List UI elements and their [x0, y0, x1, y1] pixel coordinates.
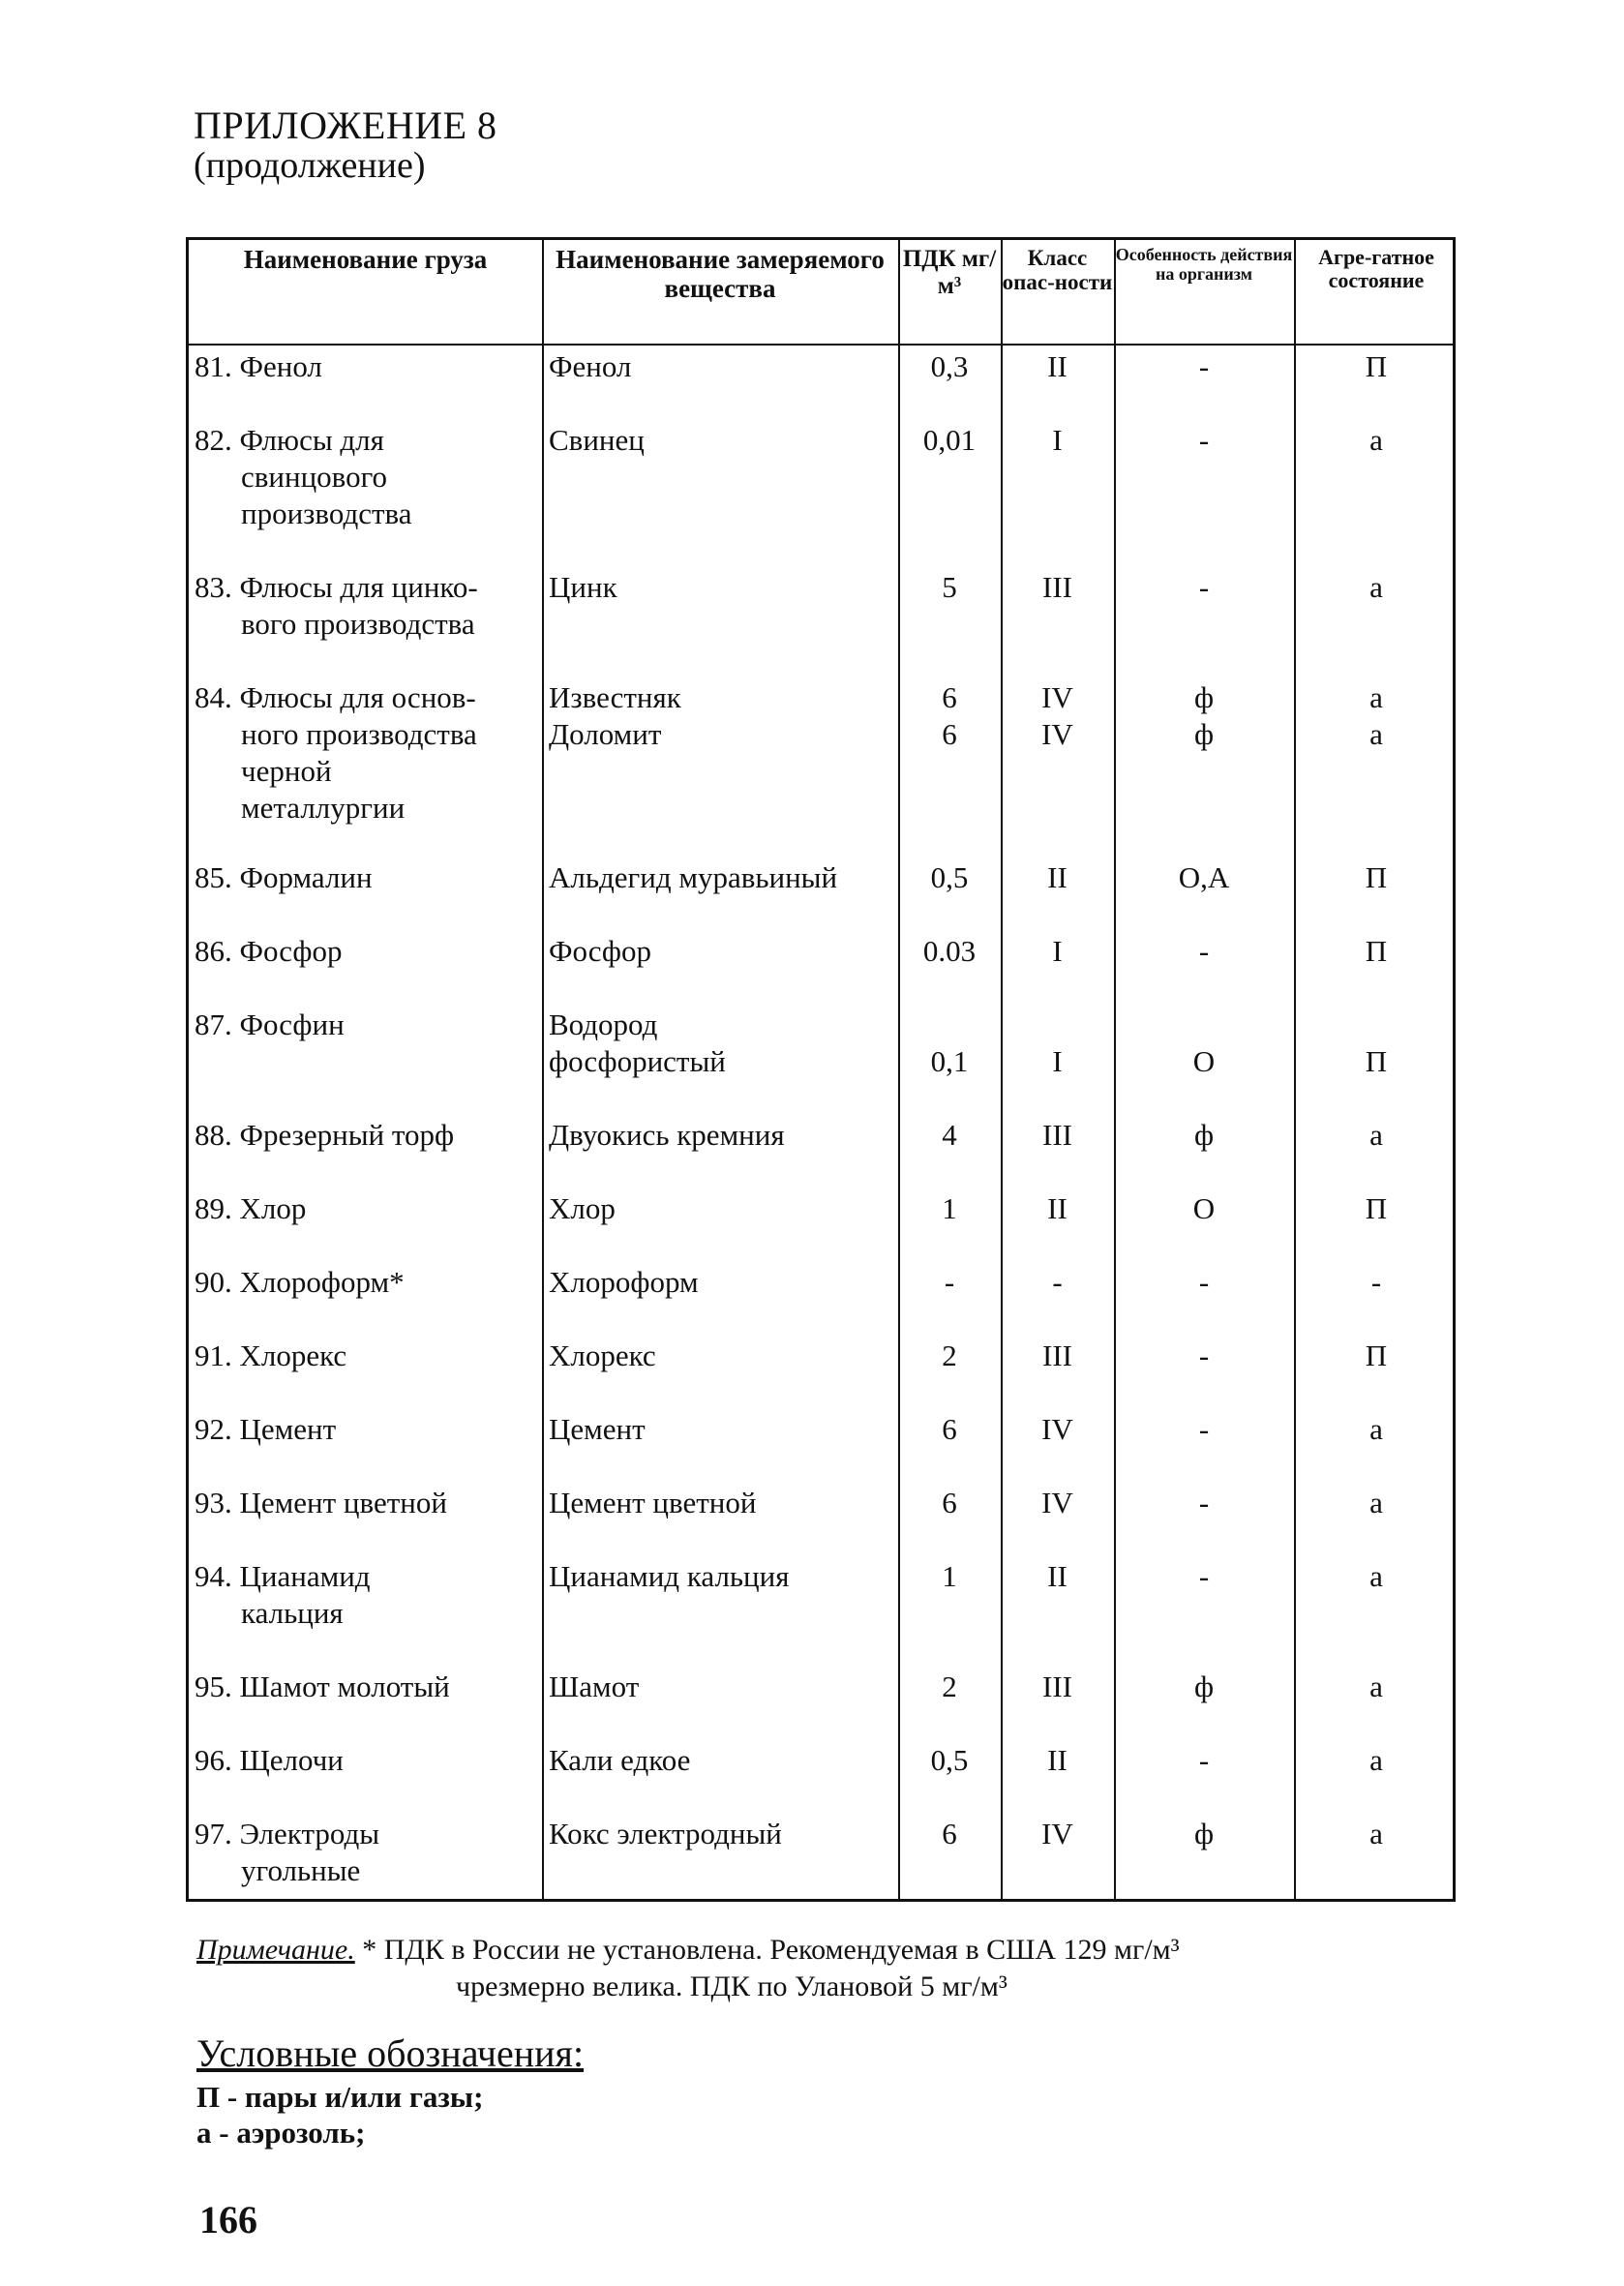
- cell-state: [1294, 348, 1459, 385]
- cell-cargo: [195, 859, 538, 896]
- cell-text: 1: [942, 1191, 957, 1225]
- cell-text: ф: [1193, 680, 1215, 714]
- legend-item-aerosol: а - аэрозоль;: [196, 2116, 366, 2150]
- cell-text: а: [1369, 1817, 1383, 1850]
- cell-text: I: [1052, 1044, 1063, 1078]
- cell-text: -: [1198, 1743, 1210, 1777]
- cell-text: П: [1365, 1191, 1388, 1225]
- cell-text: Цианамид кальция: [549, 1559, 790, 1593]
- header-state: Агре-гатное состояние: [1318, 245, 1434, 293]
- cell-cargo: [195, 422, 538, 532]
- cell-text: а: [1369, 680, 1383, 714]
- cell-substance: [549, 1558, 895, 1595]
- cell-substance: [549, 1411, 895, 1448]
- cell-state: [1294, 1669, 1459, 1705]
- cell-cargo: [195, 1485, 538, 1521]
- cell-pdk: [898, 1742, 1001, 1779]
- cell-state: [1294, 933, 1459, 970]
- cell-state: [1294, 1485, 1459, 1521]
- cell-text: -: [1198, 1265, 1210, 1299]
- cell-text: а: [1369, 717, 1383, 751]
- cell-effect: [1114, 679, 1294, 753]
- cell-effect: [1114, 1742, 1294, 1779]
- cell-hazard-class: [1001, 1117, 1114, 1154]
- cell-cargo: [195, 1190, 538, 1227]
- cell-hazard-class: [1001, 1411, 1114, 1448]
- header-hazard-class: Класс опас-ности: [1002, 246, 1113, 295]
- cell-text: -: [1198, 1412, 1210, 1446]
- cell-effect: [1114, 933, 1294, 970]
- cell-text: -: [1198, 349, 1210, 383]
- cell-text: -: [1198, 423, 1210, 457]
- cell-state: [1294, 1338, 1459, 1374]
- cell-text: 89. Хлор: [195, 1191, 307, 1225]
- cell-text: [898, 1007, 1001, 1043]
- cell-substance: [549, 348, 895, 385]
- cell-text: 6: [942, 717, 957, 751]
- header-effect: Особенность действия на организм: [1115, 245, 1293, 284]
- cell-pdk: [898, 1117, 1001, 1154]
- cell-text: а: [1369, 1559, 1383, 1593]
- cell-pdk: [898, 859, 1001, 896]
- cell-effect: [1114, 1117, 1294, 1154]
- cell-substance: [549, 1816, 895, 1852]
- cell-text: II: [1047, 349, 1068, 383]
- page-heading: [194, 105, 497, 186]
- cell-text: 92. Цемент: [195, 1412, 337, 1446]
- cell-pdk: [898, 933, 1001, 970]
- cell-substance: [549, 1117, 895, 1154]
- cell-text: 0.03: [922, 934, 977, 968]
- cell-cargo: [195, 1007, 538, 1043]
- cell-state: [1294, 1264, 1459, 1301]
- cell-text: Известняк: [549, 680, 681, 714]
- cell-text: Цемент: [549, 1412, 646, 1446]
- cell-substance: [549, 1485, 895, 1521]
- cell-text: [1294, 1007, 1459, 1043]
- cell-text: ного производства: [241, 717, 477, 751]
- cell-hazard-class: [1001, 1816, 1114, 1852]
- cell-cargo: [195, 1558, 538, 1632]
- cell-text: П: [1365, 934, 1388, 968]
- cell-cargo: [195, 1669, 538, 1705]
- cell-effect: [1114, 1558, 1294, 1595]
- cell-text: I: [1052, 423, 1063, 457]
- cell-text: -: [1198, 1486, 1210, 1519]
- cell-state: [1294, 422, 1459, 459]
- cell-effect: [1114, 1669, 1294, 1705]
- cell-text: -: [1052, 1265, 1063, 1299]
- cell-text: I: [1052, 934, 1063, 968]
- cell-text: Фенол: [549, 349, 632, 383]
- cell-text: [1001, 1007, 1114, 1043]
- header-substance: Наименование замеряемого вещества: [556, 245, 885, 303]
- cell-text: П: [1365, 1044, 1388, 1078]
- cell-hazard-class: [1001, 1264, 1114, 1301]
- cell-text: Шамот: [549, 1669, 640, 1703]
- cell-text: фосфористый: [549, 1044, 726, 1078]
- cell-text: О: [1192, 1044, 1216, 1078]
- cell-text: 4: [942, 1118, 957, 1152]
- cell-text: 81. Фенол: [195, 349, 322, 383]
- cell-state: [1294, 569, 1459, 606]
- cell-text: [1114, 1007, 1294, 1043]
- page-number: 166: [199, 2198, 257, 2241]
- cell-text: ф: [1193, 1817, 1215, 1850]
- cell-pdk: [898, 1190, 1001, 1227]
- cell-pdk: [898, 1411, 1001, 1448]
- cell-substance: [549, 679, 895, 753]
- cell-text: 6: [942, 1817, 957, 1850]
- cell-hazard-class: [1001, 569, 1114, 606]
- cell-substance: [549, 933, 895, 970]
- cell-text: 5: [942, 570, 957, 604]
- cell-text: IV: [1041, 717, 1073, 751]
- cell-text: III: [1042, 1669, 1072, 1703]
- cell-text: 94. Цианамид: [195, 1559, 371, 1593]
- cell-pdk: [898, 348, 1001, 385]
- cell-pdk: [898, 1558, 1001, 1595]
- cell-text: угольные: [241, 1853, 361, 1887]
- cell-text: П: [1365, 349, 1388, 383]
- cell-effect: [1114, 1411, 1294, 1448]
- cell-text: III: [1042, 1118, 1072, 1152]
- cell-effect: [1114, 422, 1294, 459]
- cell-text: кальция: [241, 1596, 344, 1630]
- cell-substance: [549, 1264, 895, 1301]
- cell-effect: [1114, 1264, 1294, 1301]
- cell-cargo: [195, 1117, 538, 1154]
- cell-pdk: [898, 422, 1001, 459]
- cell-text: -: [944, 1265, 955, 1299]
- cell-cargo: [195, 1411, 538, 1448]
- cell-text: а: [1369, 1118, 1383, 1152]
- page-title: ПРИЛОЖЕНИЕ 8: [194, 104, 497, 147]
- cell-text: Фосфор: [549, 934, 651, 968]
- cell-hazard-class: [1001, 1669, 1114, 1705]
- cell-text: Альдегид муравьиный: [549, 860, 838, 894]
- cell-text: ф: [1193, 1118, 1215, 1152]
- cell-hazard-class: [1001, 1338, 1114, 1374]
- cell-hazard-class: [1001, 679, 1114, 753]
- cell-text: Кали едкое: [549, 1743, 691, 1777]
- cell-text: II: [1047, 1191, 1068, 1225]
- cell-text: 87. Фосфин: [195, 1008, 345, 1041]
- cell-hazard-class: [1001, 1558, 1114, 1595]
- cell-effect: [1114, 1816, 1294, 1852]
- cell-text: 1: [942, 1559, 957, 1593]
- cell-text: металлургии: [241, 791, 406, 825]
- cell-text: 86. Фосфор: [195, 934, 343, 968]
- cell-text: Свинец: [549, 423, 645, 457]
- cell-text: а: [1369, 1743, 1383, 1777]
- cell-cargo: [195, 348, 538, 385]
- cell-hazard-class: [1001, 1007, 1114, 1080]
- cell-pdk: [898, 1338, 1001, 1374]
- cell-state: [1294, 1742, 1459, 1779]
- cell-text: IV: [1041, 680, 1073, 714]
- cell-text: О: [1192, 1191, 1216, 1225]
- cell-text: -: [1198, 1559, 1210, 1593]
- cell-substance: [549, 1669, 895, 1705]
- header-cargo: Наименование груза: [243, 245, 488, 274]
- cell-effect: [1114, 569, 1294, 606]
- cell-text: -: [1198, 570, 1210, 604]
- cell-pdk: [898, 679, 1001, 753]
- header-pdk: ПДК мг/м³: [902, 246, 997, 299]
- cell-substance: [549, 1742, 895, 1779]
- column-divider: [542, 240, 544, 1899]
- cell-text: Доломит: [549, 717, 662, 751]
- cell-text: П: [1365, 860, 1388, 894]
- cell-substance: [549, 1338, 895, 1374]
- cell-text: IV: [1041, 1817, 1073, 1850]
- cell-effect: [1114, 1007, 1294, 1080]
- cell-hazard-class: [1001, 1485, 1114, 1521]
- cell-text: П: [1365, 1339, 1388, 1372]
- cell-substance: [549, 422, 895, 459]
- cell-text: а: [1369, 1412, 1383, 1446]
- cell-text: 85. Формалин: [195, 860, 373, 894]
- cell-state: [1294, 1117, 1459, 1154]
- substances-table: [186, 237, 1456, 1902]
- cell-state: [1294, 1411, 1459, 1448]
- cell-text: 0,5: [930, 860, 969, 894]
- page-subtitle: (продолжение): [194, 145, 426, 187]
- cell-text: 83. Флюсы для цинко-: [195, 570, 478, 604]
- cell-text: -: [1370, 1265, 1382, 1299]
- cell-cargo: [195, 933, 538, 970]
- cell-text: а: [1369, 1669, 1383, 1703]
- cell-substance: [549, 569, 895, 606]
- cell-state: [1294, 1007, 1459, 1080]
- cell-hazard-class: [1001, 1190, 1114, 1227]
- cell-cargo: [195, 679, 538, 827]
- cell-hazard-class: [1001, 933, 1114, 970]
- cell-state: [1294, 1816, 1459, 1852]
- cell-substance: [549, 859, 895, 896]
- cell-text: 0,3: [930, 349, 969, 383]
- cell-text: производства: [241, 496, 412, 530]
- cell-state: [1294, 1190, 1459, 1227]
- cell-substance: [549, 1190, 895, 1227]
- cell-text: ф: [1193, 717, 1215, 751]
- cell-state: [1294, 1558, 1459, 1595]
- cell-hazard-class: [1001, 348, 1114, 385]
- table-note: [196, 1932, 1180, 2005]
- note-line-1: * ПДК в России не установлена. Рекомендуемая в США 129 мг/м³: [362, 1934, 1180, 1966]
- cell-text: Цинк: [549, 570, 617, 604]
- cell-text: 93. Цемент цветной: [195, 1486, 447, 1519]
- cell-text: Водород: [549, 1008, 658, 1041]
- cell-text: II: [1047, 1743, 1068, 1777]
- cell-text: 88. Фрезерный торф: [195, 1118, 455, 1152]
- cell-effect: [1114, 1485, 1294, 1521]
- cell-pdk: [898, 1264, 1001, 1301]
- cell-text: а: [1369, 423, 1383, 457]
- cell-text: Цемент цветной: [549, 1486, 757, 1519]
- cell-cargo: [195, 1338, 538, 1374]
- cell-text: 97. Электроды: [195, 1817, 380, 1850]
- cell-state: [1294, 679, 1459, 753]
- cell-effect: [1114, 348, 1294, 385]
- cell-text: 2: [942, 1669, 957, 1703]
- cell-text: II: [1047, 860, 1068, 894]
- cell-hazard-class: [1001, 422, 1114, 459]
- cell-text: 91. Хлорекс: [195, 1339, 347, 1372]
- cell-text: II: [1047, 1559, 1068, 1593]
- cell-text: 6: [942, 680, 957, 714]
- cell-pdk: [898, 1485, 1001, 1521]
- cell-text: черной: [241, 754, 332, 788]
- cell-text: вого производства: [241, 607, 475, 641]
- cell-effect: [1114, 1338, 1294, 1374]
- cell-text: 6: [942, 1412, 957, 1446]
- header-divider: [189, 344, 1453, 346]
- legend-item-vapor: П - пары и/или газы;: [196, 2080, 484, 2114]
- cell-text: -: [1198, 1339, 1210, 1372]
- cell-text: 2: [942, 1339, 957, 1372]
- cell-state: [1294, 859, 1459, 896]
- cell-cargo: [195, 1742, 538, 1779]
- cell-text: 84. Флюсы для основ-: [195, 680, 476, 714]
- cell-text: а: [1369, 570, 1383, 604]
- cell-text: 6: [942, 1486, 957, 1519]
- cell-text: Хлор: [549, 1191, 616, 1225]
- cell-effect: [1114, 859, 1294, 896]
- cell-pdk: [898, 569, 1001, 606]
- cell-text: Хлорекс: [549, 1339, 656, 1372]
- cell-effect: [1114, 1190, 1294, 1227]
- cell-cargo: [195, 1816, 538, 1889]
- note-line-2: чрезмерно велика. ПДК по Улановой 5 мг/м³: [456, 1970, 1007, 2002]
- cell-text: 82. Флюсы для: [195, 423, 384, 457]
- cell-substance: [549, 1007, 895, 1080]
- cell-hazard-class: [1001, 1742, 1114, 1779]
- cell-text: 0,1: [930, 1044, 969, 1078]
- cell-text: III: [1042, 570, 1072, 604]
- cell-text: III: [1042, 1339, 1072, 1372]
- cell-pdk: [898, 1007, 1001, 1080]
- cell-text: ф: [1193, 1669, 1215, 1703]
- cell-text: 95. Шамот молотый: [195, 1669, 450, 1703]
- cell-text: свинцового: [241, 460, 388, 494]
- cell-cargo: [195, 569, 538, 643]
- cell-text: Кокс электродный: [549, 1817, 782, 1850]
- cell-text: IV: [1041, 1486, 1073, 1519]
- cell-text: IV: [1041, 1412, 1073, 1446]
- legend-title: Условные обозначения:: [196, 2031, 585, 2075]
- cell-pdk: [898, 1816, 1001, 1852]
- note-label: Примечание.: [196, 1934, 355, 1966]
- cell-pdk: [898, 1669, 1001, 1705]
- cell-text: а: [1369, 1486, 1383, 1519]
- cell-hazard-class: [1001, 859, 1114, 896]
- cell-cargo: [195, 1264, 538, 1301]
- cell-text: 0,01: [922, 423, 977, 457]
- cell-text: -: [1198, 934, 1210, 968]
- cell-text: Хлороформ: [549, 1265, 699, 1299]
- cell-text: 90. Хлороформ*: [195, 1265, 405, 1299]
- cell-text: 0,5: [930, 1743, 969, 1777]
- cell-text: О,А: [1178, 860, 1230, 894]
- cell-text: 96. Щелочи: [195, 1743, 344, 1777]
- cell-text: Двуокись кремния: [549, 1118, 785, 1152]
